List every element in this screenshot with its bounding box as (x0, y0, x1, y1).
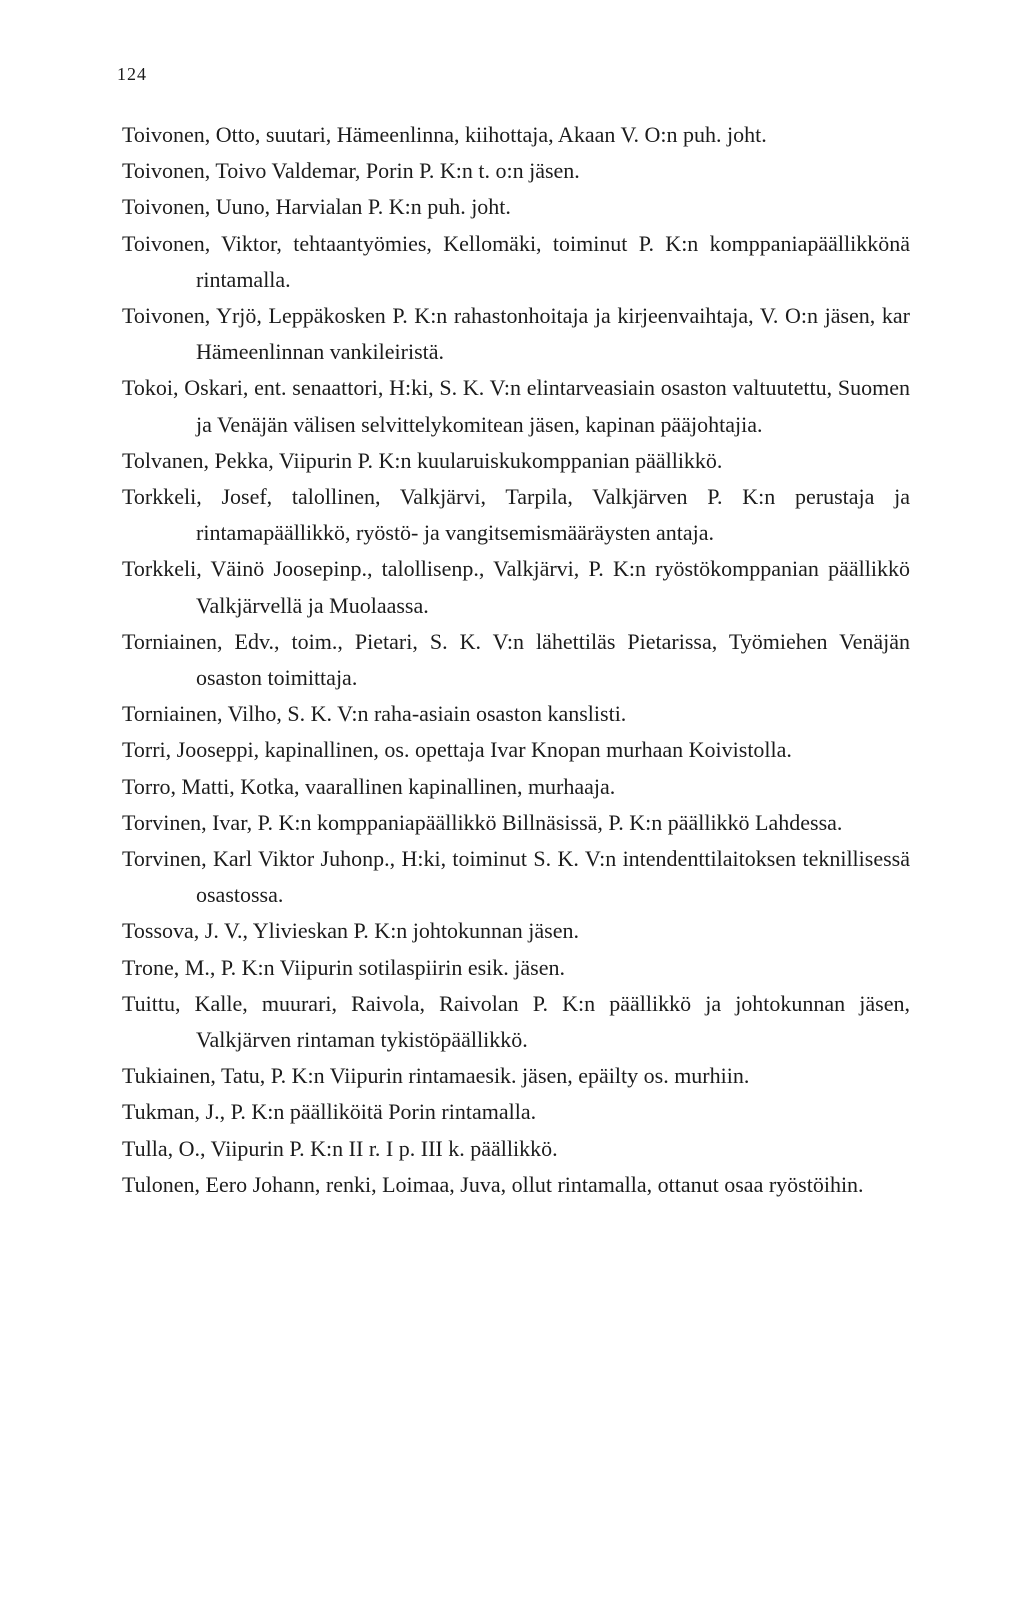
register-entry: Tukiainen, Tatu, P. K:n Viipurin rintamaesik. jäsen, epäilty os. murhiin. (122, 1063, 750, 1089)
register-entry: Toivonen, Toivo Valdemar, Porin P. K:n t. o:n jäsen. (122, 158, 580, 184)
register-entry: Torkkeli, Josef, talollinen, Valkjärvi, Tarpila, Valkjärven P. K:n perustaja ja rintamapäällikkö, ryöstö- ja vangitsemismääräysten antaja. (122, 484, 910, 546)
register-entry: Torniainen, Vilho, S. K. V:n raha-asiain osaston kanslisti. (122, 701, 627, 727)
register-entry: Tossova, J. V., Ylivieskan P. K:n johtokunnan jäsen. (122, 918, 579, 944)
register-entry: Toivonen, Uuno, Harvialan P. K:n puh. joht. (122, 194, 511, 220)
register-entry: Torniainen, Edv., toim., Pietari, S. K. V:n lähettiläs Pietarissa, Työmiehen Venäjän osaston toimittaja. (122, 628, 910, 691)
register-entry: Tolvanen, Pekka, Viipurin P. K:n kuularuiskukomppanian päällikkö. (122, 447, 723, 473)
register-entry: Torkkeli, Väinö Joosepinp., talollisenp., Valkjärvi, P. K:n ryöstökomppanian päällikkö Valkjärvellä ja Muolaassa. (122, 556, 910, 618)
register-entry: Toivonen, Yrjö, Leppäkosken P. K:n rahastonhoitaja ja kirjeenvaihtaja, V. O:n jäsen, kar Hämeenlinnan vankileiristä. (122, 303, 910, 365)
register-entry: Tulla, O., Viipurin P. K:n II r. I p. III k. päällikkö. (122, 1135, 558, 1161)
register-entry: Toivonen, Otto, suutari, Hämeenlinna, kiihottaja, Akaan V. O:n puh. joht. (122, 122, 767, 147)
register-entry: Torvinen, Ivar, P. K:n komppaniapäällikkö Billnäsissä, P. K:n päällikkö Lahdessa. (122, 809, 843, 835)
register-entry: Tokoi, Oskari, ent. senaattori, H:ki, S. K. V:n elintarveasiain osaston valtuutettu, Suomen ja Venäjän välisen selvittelykomitean jäsen, kapinan pääjohtajia. (122, 375, 910, 437)
register-entry: Torro, Matti, Kotka, vaarallinen kapinallinen, murhaaja. (122, 773, 616, 799)
register-entry: Torvinen, Karl Viktor Juhonp., H:ki, toiminut S. K. V:n intendenttilaitoksen teknillisessä osastossa. (122, 846, 910, 908)
register-entry: Tuittu, Kalle, muurari, Raivola, Raivolan P. K:n päällikkö ja johtokunnan jäsen, Valkjärven rintaman tykistöpäällikkö. (122, 990, 910, 1053)
register-entry: Tukman, J., P. K:n päälliköitä Porin rintamalla. (122, 1099, 537, 1125)
register-entry: Trone, M., P. K:n Viipurin sotilaspiirin esik. jäsen. (122, 954, 565, 980)
register-entries (122, 117, 910, 1203)
page-number: 124 (117, 64, 147, 84)
register-entry: Tulonen, Eero Johann, renki, Loimaa, Juva, ollut rintamalla, ottanut osaa ryöstöihin. (122, 1171, 864, 1197)
register-entry: Toivonen, Viktor, tehtaantyömies, Kellomäki, toiminut P. K:n komppaniapäällikkönä rintamalla. (122, 230, 910, 292)
register-entry: Torri, Jooseppi, kapinallinen, os. opettaja Ivar Knopan murhaan Koivistolla. (122, 737, 792, 763)
